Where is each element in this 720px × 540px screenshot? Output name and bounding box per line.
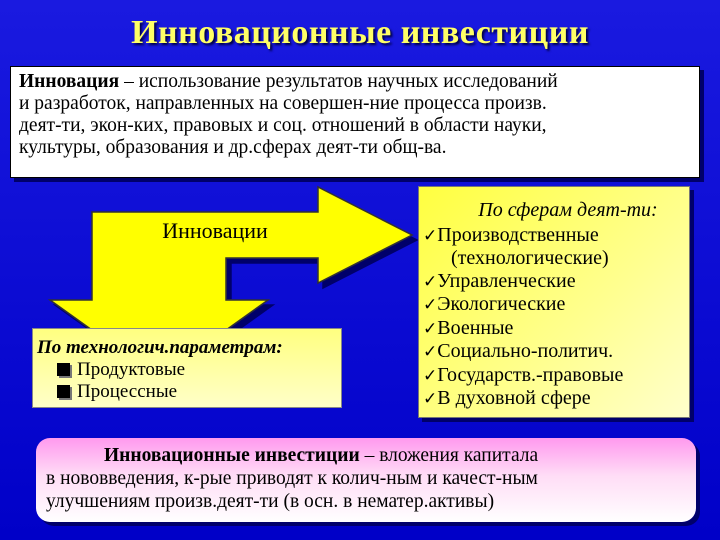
list-item: ✓Экологические [423,293,566,315]
bullet-square-icon [57,385,70,398]
definition-line-3: деят-ти, экон-ких, правовых и соц. отношений в области науки, [19,115,547,136]
tech-params-box [32,328,342,408]
list-item: ✓Социально-политич. [423,340,614,362]
list-item: ✓В духовной сфере [423,387,591,409]
page-title: Инновационные инвестиции [131,14,589,51]
checkmark-icon: ✓ [423,225,438,246]
checkmark-icon: ✓ [423,295,438,315]
list-item: ✓Государств.-правовые [423,363,624,386]
definition-line-1: Инновация – использование результатов научных исследований [19,71,558,92]
investments-term: Инновационные инвестиции [104,445,360,466]
investments-line-2: в нововведения, к-рые приводят к колич-ным и качест-ным [46,468,538,489]
investments-line-1: Инновационные инвестиции – вложения капитала [104,445,539,466]
list-item: ✓Управленческие [423,269,576,292]
checkmark-icon: ✓ [423,342,438,362]
checkmark-icon: ✓ [423,365,438,386]
checkmark-icon: ✓ [423,318,438,339]
definition-line-2: и разработок, направленных на совершен-ние процесса произв. [19,93,547,114]
investments-line-3: улучшениям произв.деят-ти (в осн. в нематер.активы) [46,491,495,512]
spheres-heading: По сферам деят-ти: [478,199,658,221]
list-item-continuation: (технологические) [451,247,609,269]
list-item: ✓Производственные [423,223,599,246]
investments-box [36,438,696,522]
definition-line-4: культуры, образования и др.сферах деят-ти общ-ва. [19,137,447,158]
checkmark-icon: ✓ [423,271,438,292]
bullet-square-icon [57,363,70,376]
list-item: Продуктовые [37,359,337,381]
checkmark-icon: ✓ [423,389,438,409]
list-item: Процессные [37,381,337,403]
tech-heading: По технологич.параметрам: [37,337,283,358]
definition-term: Инновация [19,71,120,92]
arrow-label: Инновации [162,218,268,243]
list-item: ✓Военные [423,316,514,339]
spheres-box [418,186,690,418]
